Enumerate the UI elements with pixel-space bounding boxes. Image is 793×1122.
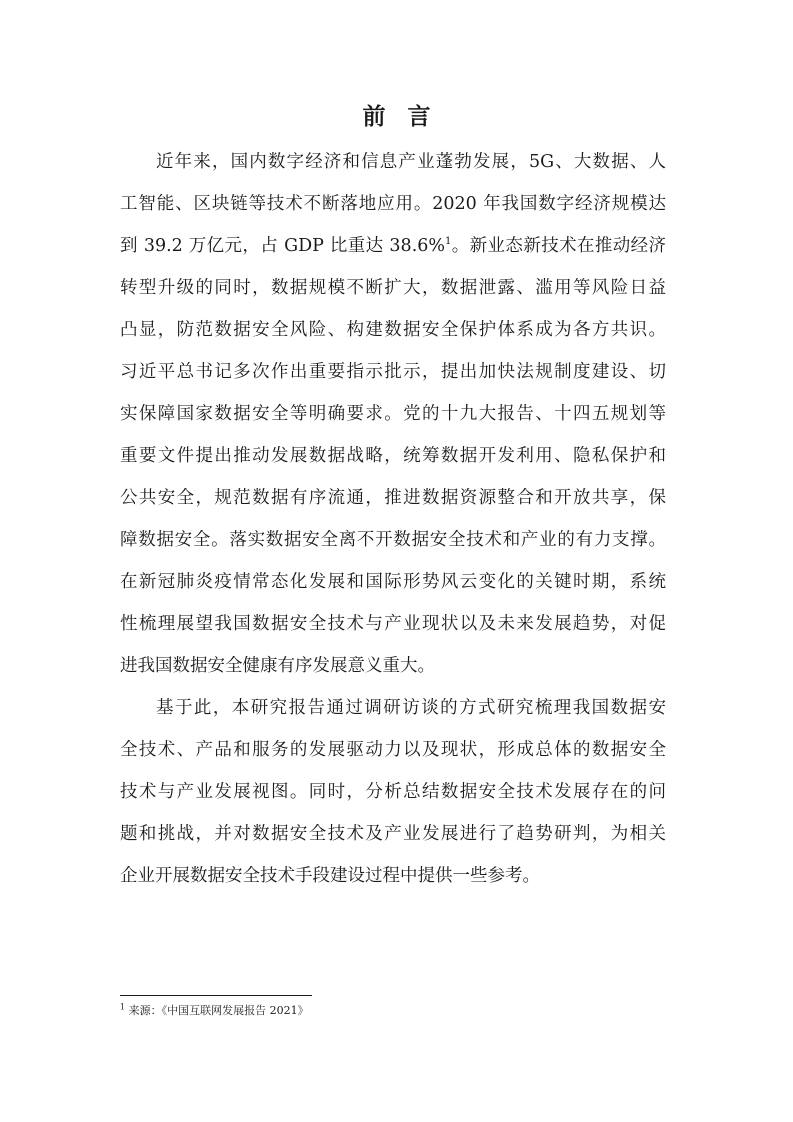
paragraph-1-line-12: 性梳理展望我国数据安全技术与产业现状以及未来发展趋势，对促 bbox=[120, 614, 666, 634]
paragraph-1-line-13: 进我国数据安全健康有序发展意义重大。 bbox=[120, 656, 435, 676]
paragraph-1-line-1: 近年来，国内数字经济和信息产业蓬勃发展，5G、大数据、人 bbox=[156, 152, 666, 172]
footnote-reference: 1 bbox=[445, 236, 452, 248]
page-title-char-2: 言 bbox=[407, 104, 431, 130]
footnote-marker: 1 bbox=[120, 1002, 126, 1012]
page-title bbox=[0, 100, 793, 134]
paragraph-2-line-5: 企业开展数据安全技术手段建设过程中提供一些参考。 bbox=[120, 866, 540, 886]
footnote-divider bbox=[120, 995, 312, 996]
paragraph-1-line-5: 凸显，防范数据安全风险、构建数据安全保护体系成为各方共识。 bbox=[120, 320, 666, 340]
paragraph-1-line-3-head: 到 39.2 万亿元，占 GDP 比重达 38.6% bbox=[120, 236, 446, 256]
page-title-char-1: 前 bbox=[362, 104, 386, 130]
paragraph-2-line-4: 题和挑战，并对数据安全技术及产业发展进行了趋势研判，为相关 bbox=[120, 824, 666, 844]
paragraph-1-line-6: 习近平总书记多次作出重要指示批示，提出加快法规制度建设、切 bbox=[120, 362, 666, 382]
paragraph-1-line-9: 公共安全，规范数据有序流通，推进数据资源整合和开放共享，保 bbox=[120, 488, 666, 508]
paragraph-1-line-4: 转型升级的同时，数据规模不断扩大，数据泄露、滥用等风险日益 bbox=[120, 278, 666, 298]
paragraph-2-line-3: 技术与产业发展视图。同时，分析总结数据安全技术发展存在的问 bbox=[120, 782, 666, 802]
paragraph-1-line-3 bbox=[120, 230, 666, 262]
paragraph-1-line-11: 在新冠肺炎疫情常态化发展和国际形势风云变化的关键时期，系统 bbox=[120, 572, 666, 592]
paragraph-1-line-7: 实保障国家数据安全等明确要求。党的十九大报告、十四五规划等 bbox=[120, 404, 666, 424]
paragraph-2-line-1: 基于此，本研究报告通过调研访谈的方式研究梳理我国数据安 bbox=[156, 698, 666, 718]
paragraph-1-line-2: 工智能、区块链等技术不断落地应用。2020 年我国数字经济规模达 bbox=[120, 194, 666, 214]
paragraph-2-line-2: 全技术、产品和服务的发展驱动力以及现状，形成总体的数据安全 bbox=[120, 740, 666, 760]
footnote bbox=[120, 1002, 309, 1020]
footnote-text: 来源：《中国互联网发展报告 2021》 bbox=[125, 1004, 309, 1017]
paragraph-1-line-3-tail: 。新业态新技术在推动经济 bbox=[451, 236, 666, 256]
paragraph-1-line-10: 障数据安全。落实数据安全离不开数据安全技术和产业的有力支撑。 bbox=[120, 530, 666, 550]
paragraph-1-line-8: 重要文件提出推动发展数据战略，统筹数据开发利用、隐私保护和 bbox=[120, 446, 666, 466]
